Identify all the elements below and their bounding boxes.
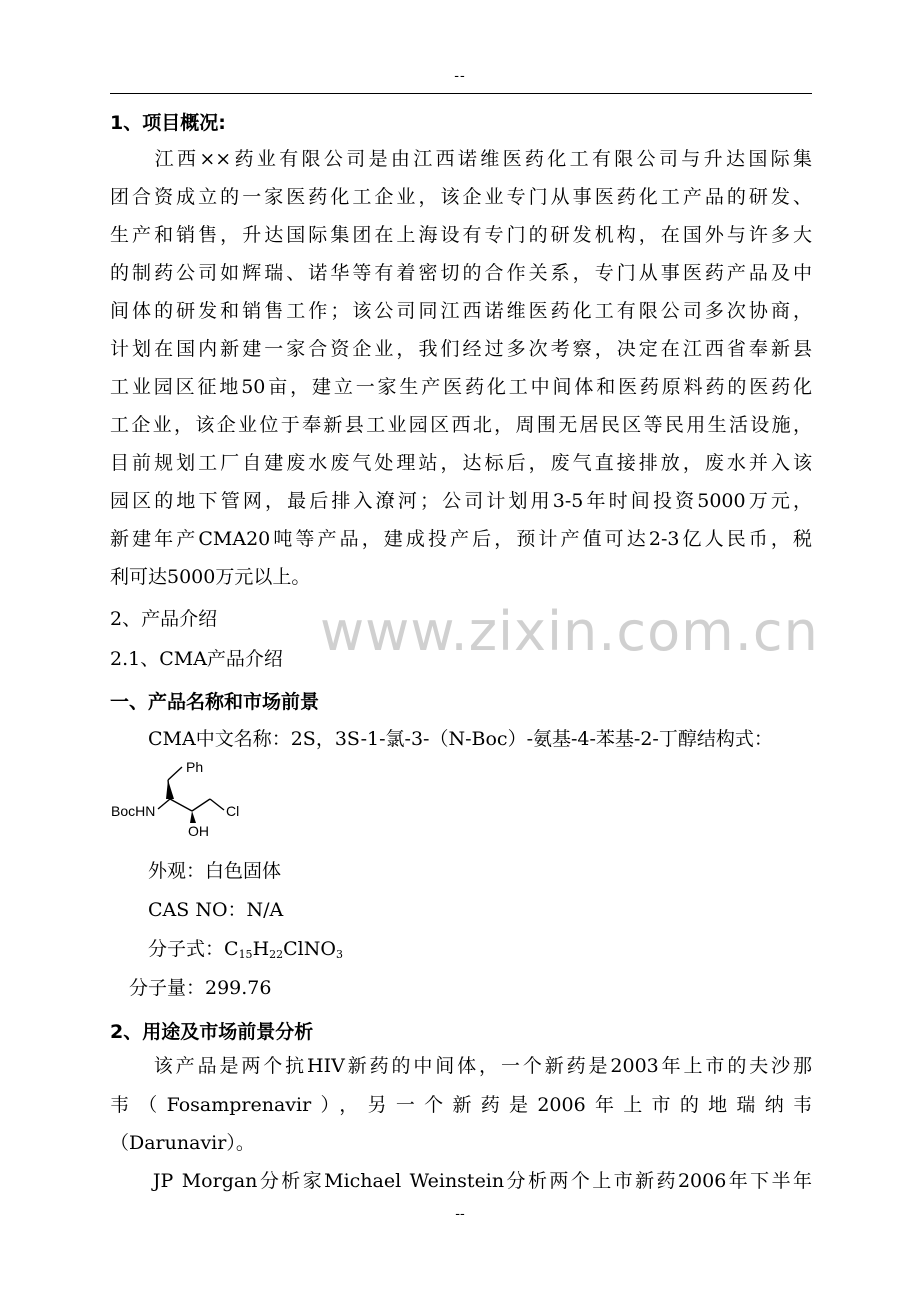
structure-diagram [108, 755, 268, 845]
para-line: 目前规划工厂自建废水废气处理站，达标后，废气直接排放，废水并入该 [110, 452, 812, 474]
appearance-line: 外观：白色固体 [110, 860, 282, 882]
mw-line: 分子量：299.76 [110, 977, 272, 999]
para-line: 间体的研发和销售工作；该公司同江西诺维医药化工有限公司多次协商， [110, 300, 812, 322]
cma-name-line: CMA中文名称：2S，3S-1-氯-3-（N-Boc）-氨基-4-苯基-2-丁醇结构式： [110, 728, 773, 750]
para-line: （Darunavir）。 [110, 1132, 255, 1154]
formula-h: H [252, 938, 270, 960]
part2-heading: 2、用途及市场前景分析 [110, 1021, 314, 1043]
para-line: 的制药公司如辉瑞、诺华等有着密切的合作关系，专门从事医药产品及中 [110, 262, 812, 284]
wedge-bond [190, 811, 196, 823]
para-line: 生产和销售，升达国际集团在上海设有专门的研发机构，在国外与许多大 [110, 224, 812, 246]
para-line: 计划在国内新建一家合资企业，我们经过多次考察，决定在江西省奉新县 [110, 338, 812, 360]
para-line: 工业园区征地50亩，建立一家生产医药化工中间体和医药原料药的医药化 [110, 376, 812, 398]
structure-label-cl: Cl [226, 803, 240, 819]
structure-label-bochn: BocHN [111, 803, 156, 819]
para-line: JP Morgan分析家Michael Weinstein分析两个上市新药2006年下半年 [110, 1170, 812, 1192]
para-line: 园区的地下管网，最后排入潦河；公司计划用3-5年时间投资5000万元， [110, 490, 812, 512]
para-line: 工企业，该企业位于奉新县工业园区西北，周围无居民区等民用生活设施， [110, 414, 812, 436]
structure-label-ph: Ph [186, 759, 204, 775]
footer-mark: -- [455, 1206, 465, 1222]
formula-o-n: 3 [335, 948, 343, 961]
para-line: 团合资成立的一家医药化工企业，该企业专门从事医药化工产品的研发、 [110, 186, 812, 208]
part1-heading: 一、产品名称和市场前景 [110, 691, 320, 713]
page-header-mark: -- [454, 68, 466, 84]
formula-label: 分子式： [110, 938, 225, 960]
formula-line [110, 940, 343, 960]
section21-heading: 2.1、CMA产品介绍 [110, 648, 283, 670]
para-line: 韦（Fosamprenavir），另一个新药是2006年上市的地瑞纳韦 [110, 1094, 812, 1116]
wedge-bond [166, 780, 174, 799]
formula-c: C [224, 938, 239, 960]
para-line: 新建年产CMA20吨等产品，建成投产后，预计产值可达2-3亿人民币，税 [110, 528, 812, 550]
formula-rest: ClNO [283, 938, 336, 960]
watermark: www.zixin.com.cn [320, 600, 819, 663]
section1-heading: 1、项目概况: [110, 112, 226, 134]
section2-heading: 2、产品介绍 [110, 608, 218, 630]
cas-line: CAS NO：N/A [110, 899, 284, 921]
para-line: 利可达5000万元以上。 [110, 566, 311, 588]
para-line: 该产品是两个抗HIV新药的中间体，一个新药是2003年上市的夫沙那 [110, 1055, 812, 1077]
formula-c-n: 15 [238, 948, 253, 961]
structure-label-oh: OH [188, 823, 209, 839]
para-line: 江西××药业有限公司是由江西诺维医药化工有限公司与升达国际集 [110, 148, 812, 170]
header-rule [110, 93, 812, 94]
formula-h-n: 22 [269, 948, 284, 961]
